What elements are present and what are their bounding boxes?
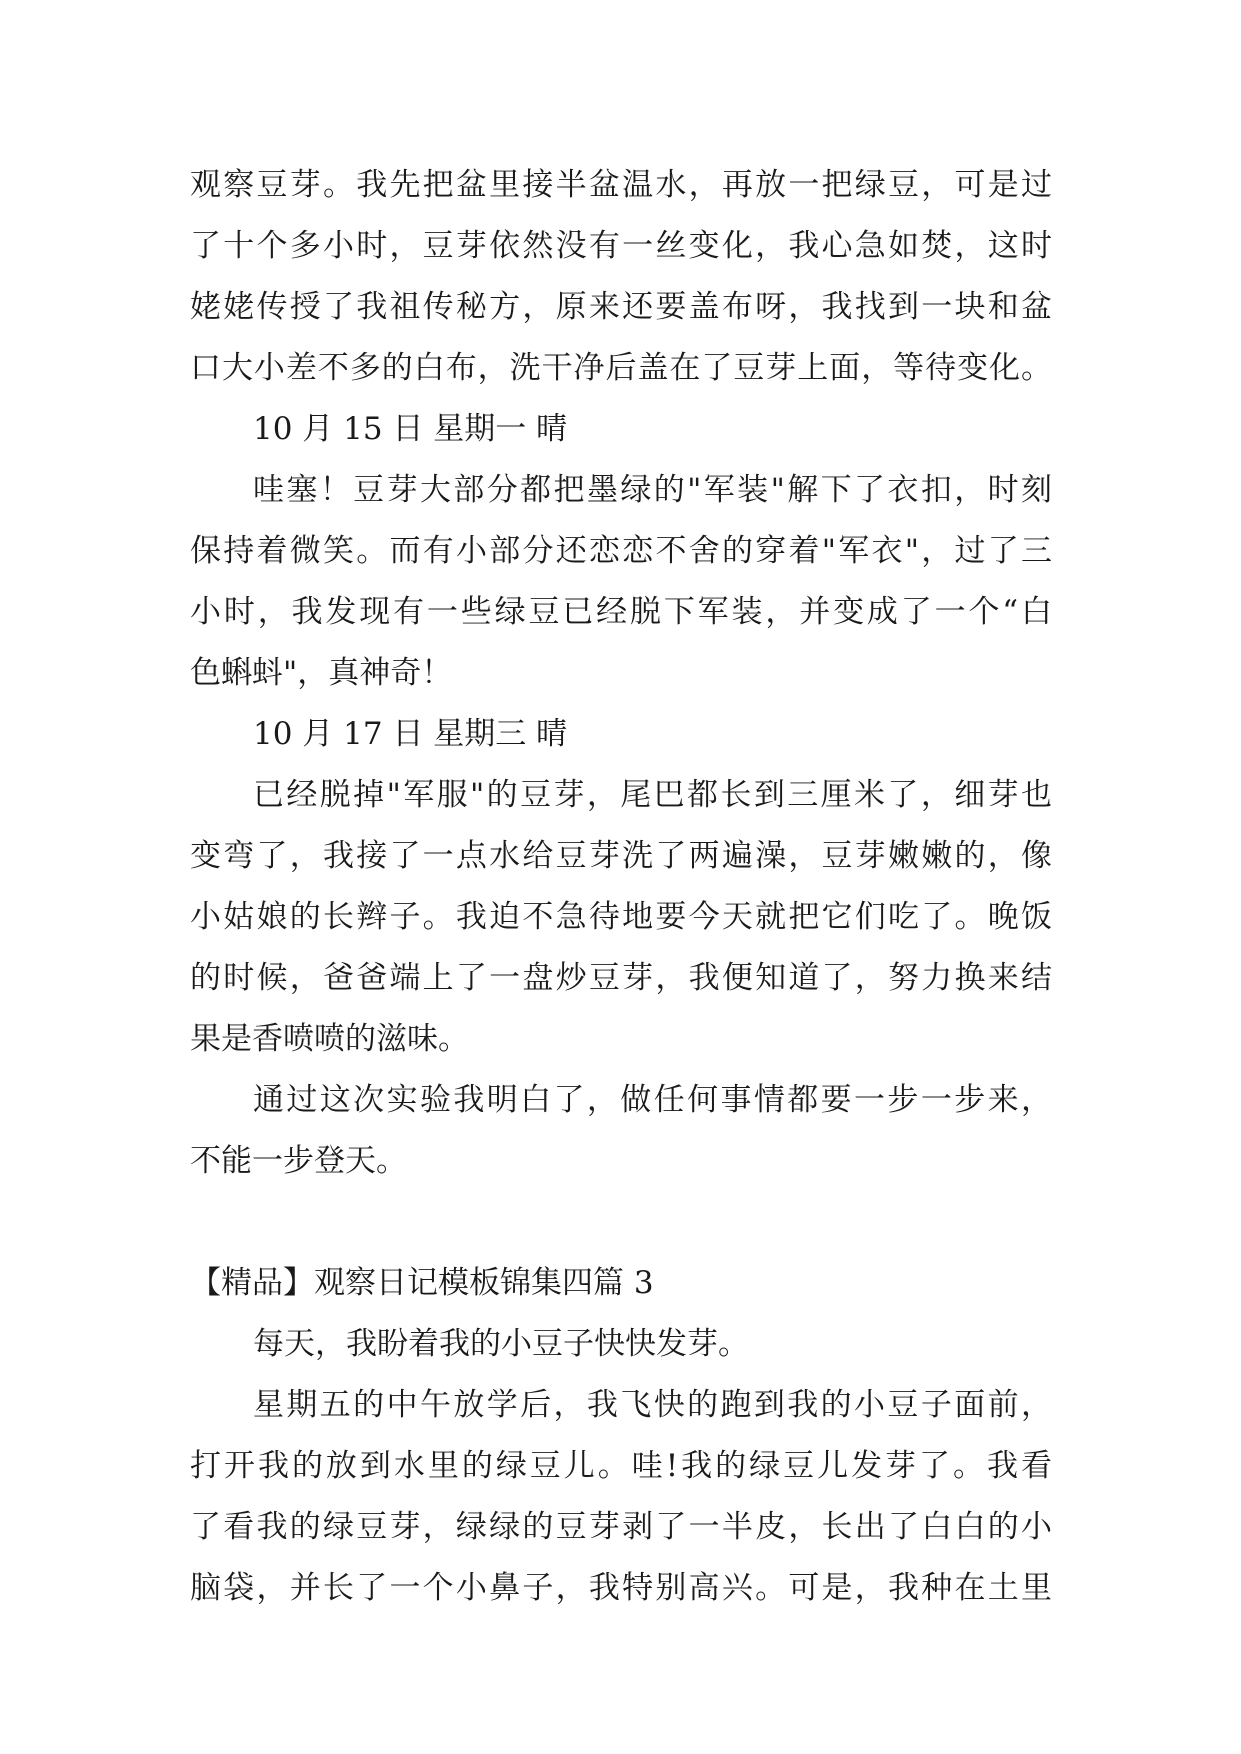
text-line: 通过这次实验我明白了，做任何事情都要一步一步来， [253, 1082, 1052, 1118]
diary-date: 10 月 17 日 星期三 晴 [253, 716, 568, 752]
text-line: 小时，我发现有一些绿豆已经脱下军装，并变成了一个“白 [190, 594, 1052, 630]
paragraph-gap [190, 1192, 1052, 1253]
text-line: 每天，我盼着我的小豆子快快发芽。 [253, 1326, 749, 1362]
text-line: 姥姥传授了我祖传秘方，原来还要盖布呀，我找到一块和盆 [190, 289, 1052, 325]
text-line: 果是香喷喷的滋味。 [190, 1021, 469, 1057]
text-line: 口大小差不多的白布，洗干净后盖在了豆芽上面，等待变化。 [190, 350, 1052, 386]
diary-date: 10 月 15 日 星期一 晴 [253, 411, 568, 447]
text-line: 变弯了，我接了一点水给豆芽洗了两遍澡，豆芽嫩嫩的，像 [190, 838, 1052, 874]
text-line: 的时候，爸爸端上了一盘炒豆芽，我便知道了，努力换来结 [190, 960, 1052, 996]
text-line: 打开我的放到水里的绿豆儿。哇!我的绿豆儿发芽了。我看 [190, 1448, 1052, 1484]
text-line: 不能一步登天。 [190, 1143, 407, 1179]
text-line: 哇塞！豆芽大部分都把墨绿的"军装"解下了衣扣，时刻 [253, 472, 1052, 508]
text-line: 了十个多小时，豆芽依然没有一丝变化，我心急如焚，这时 [190, 228, 1052, 264]
text-line: 观察豆芽。我先把盆里接半盆温水，再放一把绿豆，可是过 [190, 167, 1052, 203]
text-line: 了看我的绿豆芽，绿绿的豆芽剥了一半皮，长出了白白的小 [190, 1509, 1052, 1545]
text-line: 星期五的中午放学后，我飞快的跑到我的小豆子面前， [253, 1387, 1052, 1423]
text-line: 已经脱掉"军服"的豆芽，尾巴都长到三厘米了，细芽也 [253, 777, 1052, 813]
text-line: 小姑娘的长辫子。我迫不急待地要今天就把它们吃了。晚饭 [190, 899, 1052, 935]
section-heading: 【精品】观察日记模板锦集四篇 3 [190, 1265, 654, 1301]
text-line: 保持着微笑。而有小部分还恋恋不舍的穿着"军衣"，过了三 [190, 533, 1052, 569]
text-line: 脑袋，并长了一个小鼻子，我特别高兴。可是，我种在土里 [190, 1570, 1052, 1606]
document-body [190, 155, 1052, 1619]
text-line: 色蝌蚪"，真神奇！ [190, 655, 453, 691]
